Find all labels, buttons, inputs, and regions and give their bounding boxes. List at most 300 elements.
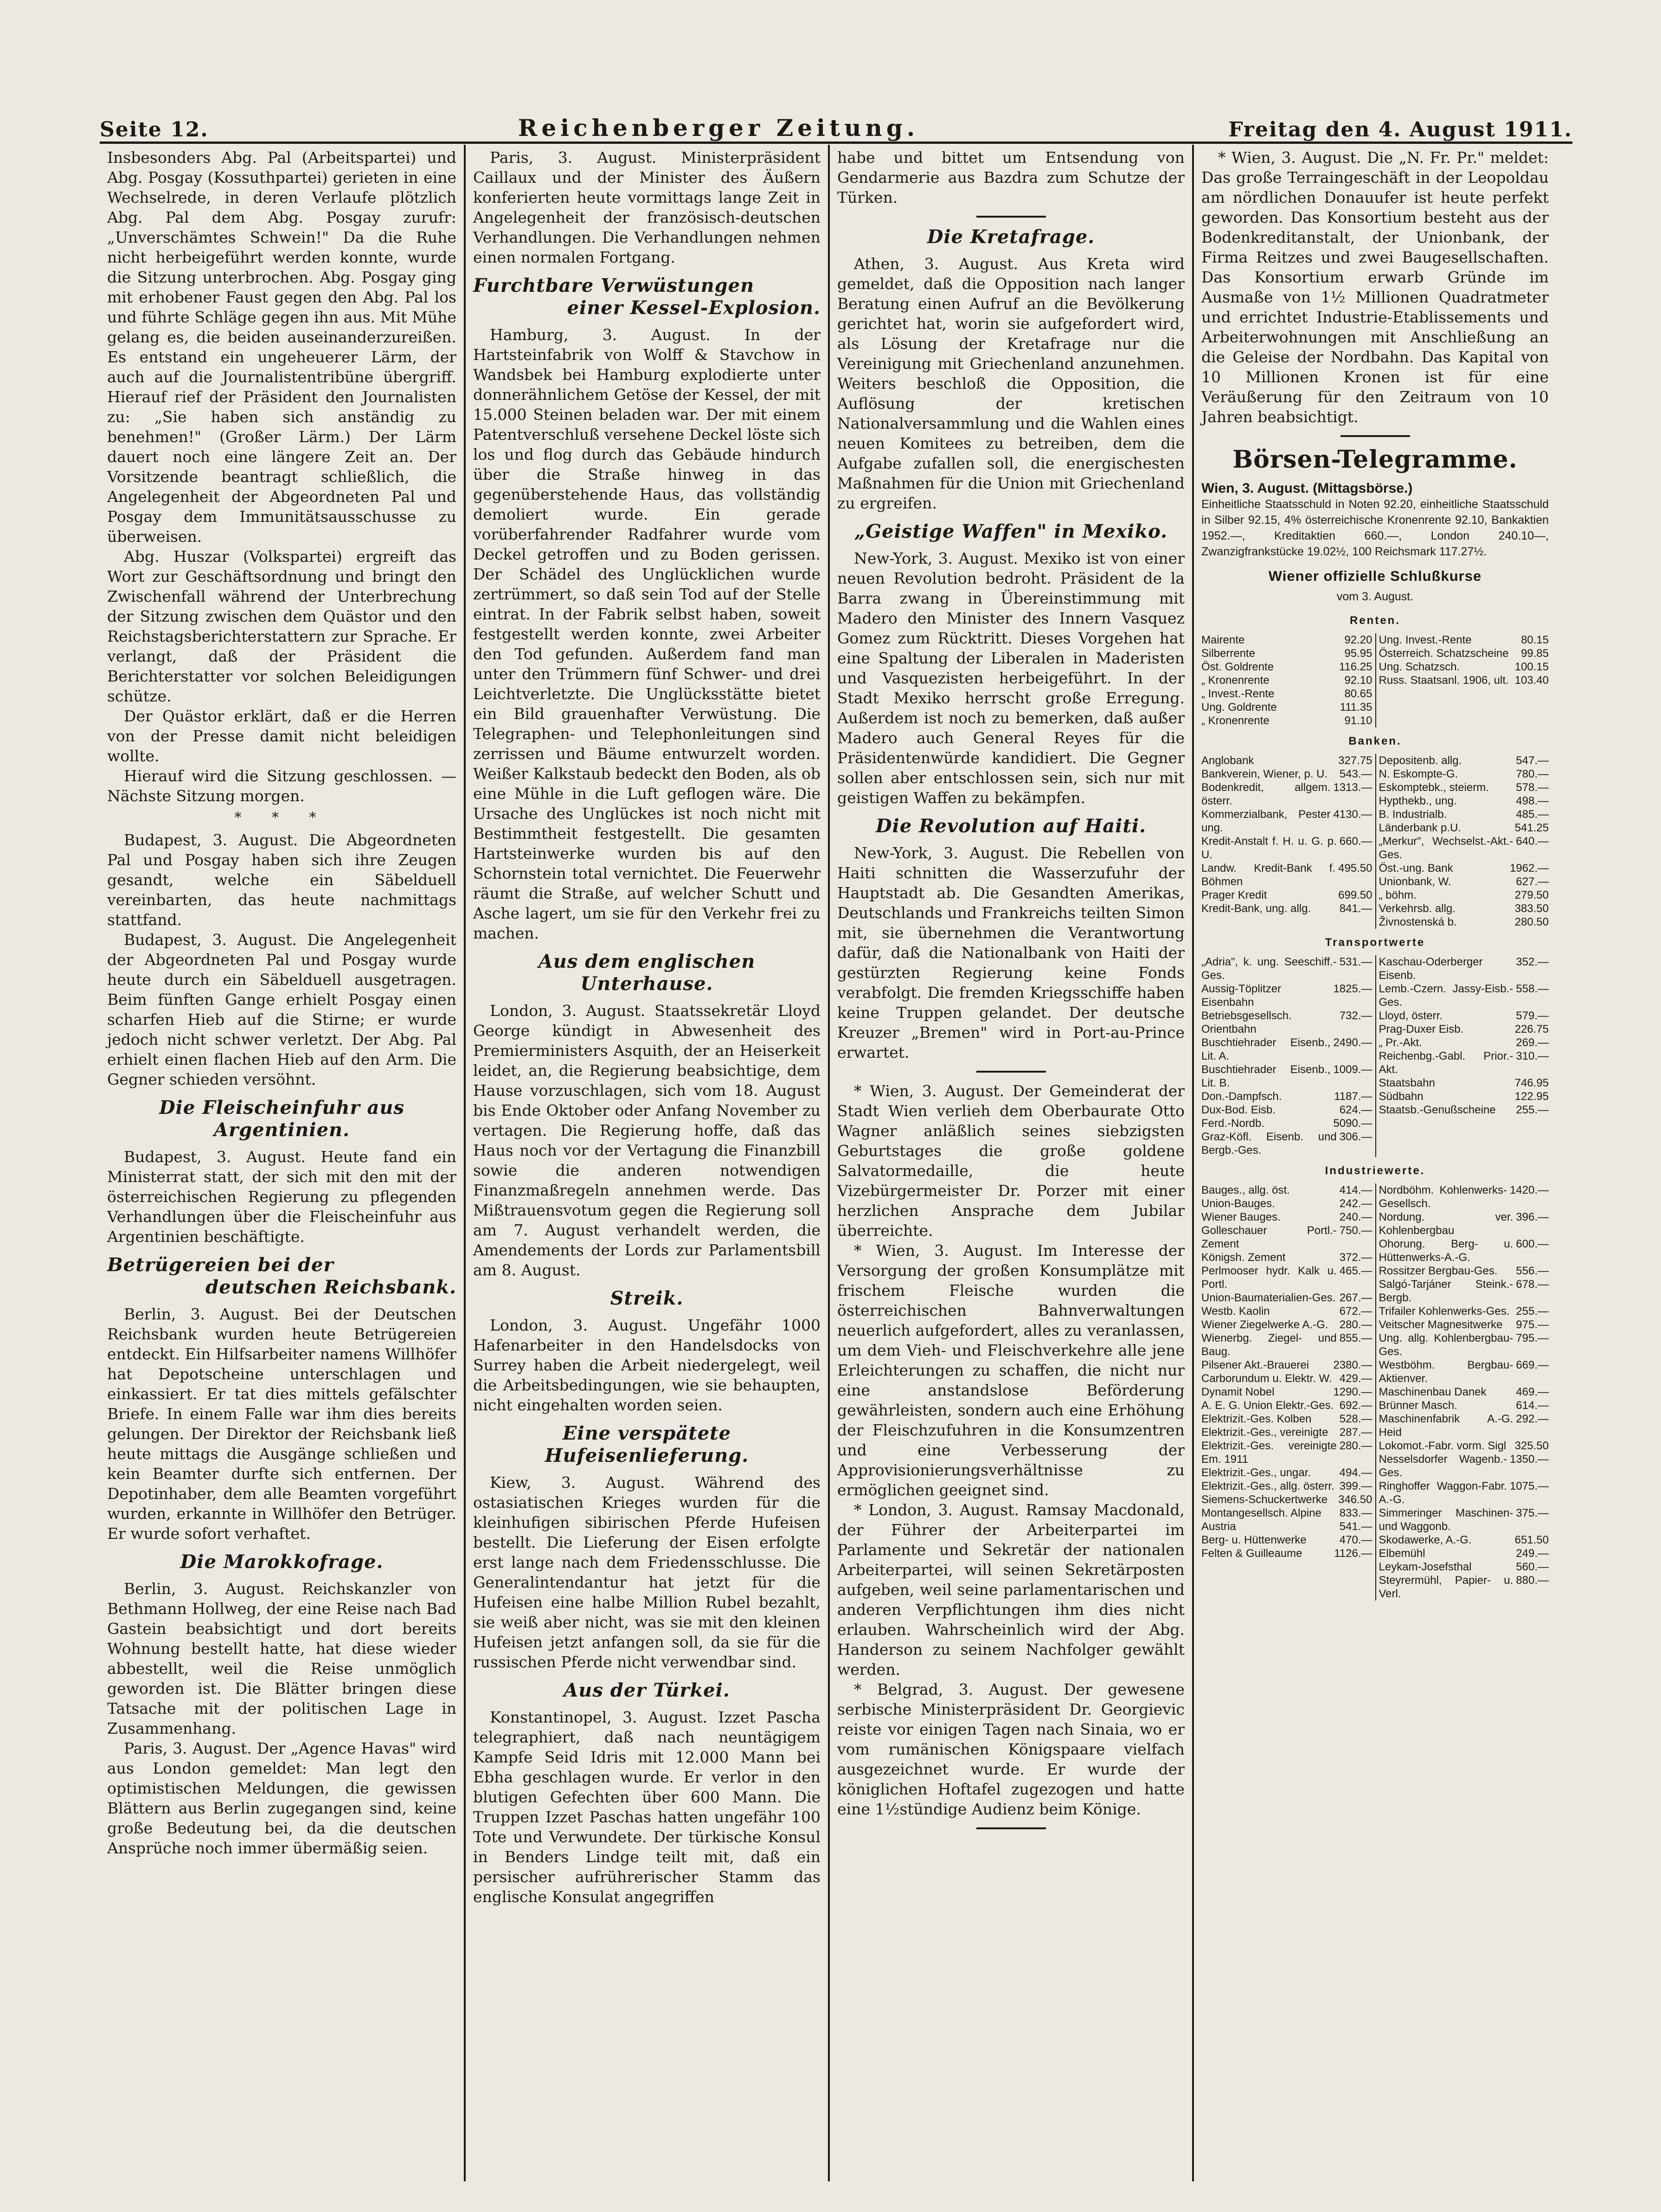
quote-name: Westböhm. Bergbau-Aktienver. <box>1379 1359 1513 1385</box>
quote-value: 399.— <box>1339 1480 1372 1492</box>
quote-value: 498.— <box>1516 795 1549 807</box>
category-banken: Banken. <box>1348 735 1402 747</box>
quote-row <box>1201 862 1372 888</box>
quote-name: Don.-Dampfsch. <box>1201 1090 1282 1103</box>
quote-row <box>1379 1506 1549 1533</box>
article-text: Konstantinopel, 3. August. Izzet Pascha telegraphiert, daß nach neuntägigem Kampfe Seid Idris mit 12.000 Mann bei Ebha geschlagen wurde. Er verlor in den blutigen Gefechten über 600 Mann. Die Truppen Izzet Paschas hatten ungefähr 100 Tote und Verwundete. Der türkische Konsul in Benders Lindge teilt mit, daß ein persischer aufrührerischer Stamm das englische Konsulat angegriffen <box>473 1708 821 1906</box>
quote-name: Nesselsdorfer Wagenb.-Ges. <box>1379 1453 1507 1479</box>
quote-row <box>1379 647 1549 660</box>
quote-row <box>1201 1063 1372 1090</box>
quote-row <box>1201 808 1372 835</box>
quote-name: Südbahn <box>1379 1090 1424 1103</box>
quote-value: 1187.— <box>1334 1090 1372 1103</box>
quote-row <box>1201 701 1372 714</box>
quote-row <box>1201 1036 1372 1063</box>
quote-row <box>1201 1251 1372 1264</box>
quote-value: 795.— <box>1516 1332 1549 1344</box>
quote-value: 280.50 <box>1514 916 1549 928</box>
quote-row <box>1201 1090 1372 1103</box>
quote-name: Pilsener Akt.-Brauerei <box>1201 1359 1309 1371</box>
quote-name: Eskomptebk., steierm. <box>1379 781 1489 794</box>
category-renten: Renten. <box>1349 614 1400 627</box>
separator-stars: * * * <box>234 810 329 826</box>
quote-name: Prager Kredit <box>1201 889 1267 901</box>
article-text: Paris, 3. August. Der „Agence Havas" wird aus London gemeldet: Man legt den optimistischen Meldungen, die gewissen Blättern aus Berlin zugegangen sind, keine große Bedeutung bei, da die deutschen Ansprüche noch immer übermäßig seien. <box>107 1739 456 1857</box>
quote-row <box>1201 902 1372 915</box>
quote-row <box>1379 1049 1549 1076</box>
quote-name: Golleschauer Portl.-Zement <box>1201 1224 1337 1250</box>
quote-value: 495.50 <box>1338 862 1372 875</box>
quote-row <box>1379 888 1549 902</box>
headline <box>107 1254 456 1299</box>
quote-name: Lokomot.-Fabr. vorm. Sigl <box>1379 1440 1507 1452</box>
article-text: Berlin, 3. August. Reichskanzler von Bethmann Hollweg, der eine Reise nach Bad Gastein beabsichtigt und dort bereits Wohnung bestellt hatte, hat diese wieder abbestellt, weil die Reise unmöglich geworden ist. Die Blätter bringen diese Tatsache mit der politischen Lage in Zusammenhang. <box>107 1580 456 1737</box>
quote-value: 1825.— <box>1333 983 1372 995</box>
quotes-column <box>1375 754 1549 929</box>
quote-name: Felten & Guilleaume <box>1201 1547 1302 1560</box>
quote-row <box>1379 1264 1549 1278</box>
quote-value: 280.— <box>1339 1440 1372 1452</box>
quote-name: Kredit-Bank, ung. allg. <box>1201 902 1311 915</box>
quotes-column <box>1201 754 1375 929</box>
article-text: New-York, 3. August. Mexiko ist von einer neuen Revolution bedroht. Präsident de la Barra zwang in Übereinstimmung mit Madero den Minister des Innern Vasquez Gomez zum Rücktritt. Dieses Vorgehen hat eine Spaltung der Liberalen in Maderisten und Vasquezisten herbeigeführt. In der Stadt Mexiko herrscht große Erregung. Außerdem ist noch zu bemerken, daß außer Madero auch General Reyes für die Präsidentenwürde kandidiert. Die Gegner sollen aber entschlossen sein, sich nur mit geistigen Waffen zu bekämpfen. <box>837 549 1185 807</box>
official-quotes-date: vom 3. August. <box>1336 590 1414 603</box>
headline-line: einer Kessel-Explosion. <box>567 297 821 319</box>
quote-row <box>1201 1358 1372 1372</box>
quote-row <box>1379 1453 1549 1479</box>
quote-row <box>1201 1117 1372 1130</box>
quote-name: Hypthekb., ung. <box>1379 795 1457 807</box>
masthead: Reichenberger Zeitung. <box>518 114 919 141</box>
exchange-title: Börsen-Telegramme. <box>1232 445 1518 474</box>
article-text: Kiew, 3. August. Während des ostasiatischen Krieges wurden für die kleinhufigen sibirischen Pferde Hufeisen bestellt. Die Lieferung der Eisen erfolgte erst lange nach dem Friedensschlusse. Die Generalintendantur hat jetzt für die Hufeisen eine halbe Million Rubel bezahlt, sie weiß aber nicht, was sie mit den kleinen Hufeisen jetzt anfangen soll, da sie für die russischen Pferde nicht verwendbar sind. <box>473 1473 821 1671</box>
quote-row <box>1201 1372 1372 1385</box>
quote-row <box>1379 862 1549 875</box>
quote-name: Bodenkredit, allgem. österr. <box>1201 781 1331 807</box>
quote-row <box>1379 794 1549 808</box>
quote-value: 841.— <box>1339 902 1372 915</box>
quote-value: 2380.— <box>1333 1359 1372 1371</box>
quote-row <box>1379 1547 1549 1560</box>
quote-name: Nordung. ver. Kohlenbergbau <box>1379 1211 1513 1237</box>
article-text: * London, 3. August. Ramsay Macdonald, der Führer der Arbeiterpartei im Parlamente und Sekretär der nationalen Arbeiterpartei, will seinen Sekretärposten aufgeben, weil seine parlamentarischen und anderen Verpflichtungen ihm dies nicht erlauben. Wahrscheinlich wird der Abg. Handerson zu seinem Nachfolger gewählt werden. <box>837 1501 1185 1678</box>
quote-name: „ Pr.-Akt. <box>1379 1036 1422 1049</box>
quote-name: Kredit-Anstalt f. H. u. G. p. U. <box>1201 835 1337 861</box>
quote-value: 485.— <box>1516 808 1549 821</box>
quote-value: 651.50 <box>1514 1534 1549 1546</box>
column-4 <box>1192 145 1556 2181</box>
headline: Die Kretafrage. <box>927 226 1095 248</box>
quote-row <box>1201 781 1372 808</box>
quote-name: Öst.-ung. Bank <box>1379 862 1453 875</box>
quote-row <box>1379 781 1549 794</box>
article-text: Paris, 3. August. Ministerpräsident Caillaux und der Minister des Äußern konferierten heute vormittags lange Zeit in Angelegenheit der französisch-deutschen Verhandlungen. Die Verhandlungen nehmen einen normalen Fortgang. <box>473 148 821 266</box>
quote-name: Union-Baumaterialien-Ges. <box>1201 1292 1336 1304</box>
article-text: Insbesonders Abg. Pal (Arbeitspartei) und Abg. Posgay (Kossuthpartei) gerieten in eine Wechselrede, in deren Verlaufe plötzlich Abg. Pal dem Abg. Posgay zurufr: „Unverschämtes Schwein!" Da die Ruhe nicht herbeigeführt werden konnte, wurde die Sitzung unterbrochen. Abg. Posgay ging mit erhobener Faust gegen den Abg. Pal los und führte Schläge gegen ihn aus. Mit Mühe gelang es, die beiden auseinanderzureißen. Es entstand ein ungeheuerer Lärm, der auch auf die Journalistentribüne übergriff. Hierauf rief der Präsident den Journalisten zu: „Sie haben sich anständig zu benehmen!" (Großer Lärm.) Der Lärm dauert noch eine längere Zeit an. Der Vorsitzende beantragt schließlich, die Angelegenheit der Abgeordneten Pal und Posgay dem Immunitätsausschusse zu überweisen. <box>107 148 456 546</box>
quote-name: Russ. Staatsanl. 1906, ult. <box>1379 674 1509 687</box>
quote-value: 672.— <box>1339 1305 1372 1318</box>
quote-name: Ferd.-Nordb. <box>1201 1117 1265 1130</box>
quote-row <box>1379 660 1549 674</box>
quote-name: Leykam-Josefsthal <box>1379 1561 1472 1573</box>
quote-row <box>1201 714 1372 727</box>
quotes-column <box>1201 633 1375 727</box>
quote-row <box>1379 1305 1549 1318</box>
quote-row <box>1379 1009 1549 1022</box>
quote-row <box>1201 687 1372 701</box>
headline <box>473 275 821 319</box>
quote-value: 579.— <box>1516 1010 1549 1022</box>
quote-row <box>1379 1183 1549 1210</box>
quote-value: 541.— <box>1339 1520 1372 1533</box>
quote-value: 880.— <box>1516 1574 1549 1587</box>
quote-value: 80.15 <box>1520 634 1549 646</box>
quotes-column <box>1201 1183 1375 1601</box>
article-text: * Wien, 3. August. Im Interesse der Versorgung der großen Konsumplätze mit frischem Fleische wurden die österreichischen Bahnverwaltungen neuerlich aufgefordert, alles zu veranlassen, um dem Vieh- und Fleischverkehre alle jene Erleichterungen zu schaffen, die nicht nur eine anstandslose Beförderung gewährleisten, sondern auch eine Erhöhung der Fleischzufuhren in die Konsumzentren und eine Verbesserung der Approvisionierungsverhältnisse zu ermöglichen geeignet sind. <box>837 1241 1185 1499</box>
quote-value: 975.— <box>1516 1318 1549 1331</box>
quote-row <box>1201 1331 1372 1358</box>
quote-value: 1126.— <box>1334 1547 1372 1560</box>
quote-row <box>1379 982 1549 1009</box>
quote-name: „ Kronenrente <box>1201 714 1270 727</box>
quote-value: 95.95 <box>1344 647 1372 660</box>
quote-row <box>1201 647 1372 660</box>
quote-value: 100.15 <box>1514 661 1549 673</box>
quote-value: 660.— <box>1339 835 1372 848</box>
headline: Die Revolution auf Haiti. <box>875 815 1147 837</box>
category-industrie: Industriewerte. <box>1325 1164 1425 1177</box>
quote-value: 372.— <box>1339 1251 1372 1264</box>
quote-value: 255.— <box>1516 1305 1549 1318</box>
article-text: Hamburg, 3. August. In der Hartsteinfabrik von Wolff & Stavchow in Wandsbek bei Hamburg explodierte unter donnerähnlichem Getöse der Kessel, der mit 15.000 Steinen beladen war. Der mit einem Patentverschluß versehene Deckel löste sich los und flog durch das Gebäude hindurch über die Straße hinweg in das gegenüberstehende Haus, das vollständig demoliert wurde. Ein gerade vorüberfahrender Radfahrer wurde vom Deckel getroffen und zu Boden gerissen. Der Schädel des Unglücklichen wurde zertrümmert, so daß sein Tod auf der Stelle eintrat. In der Fabrik selbst haben, soweit festgestellt werden konnte, zwei Arbeiter den Tod gefunden. Außerdem fand man unter den Trümmern fünf Schwer- und drei Leichtverletzte. Die Unglücksstätte bietet ein Bild grauenhafter Verwüstung. Die Telegraphen- und Telephonleitungen sind zerrissen und Bäume entwurzelt worden. Weißer Kalkstaub bedeckt den Boden, als ob eine Mühle in die Luft geflogen wäre. Die Ursache des Unglückes ist noch nicht mit Bestimmtheit festgestellt. Die gesamten Hartsteinwerke wurden bis auf den Schornstein total vernichtet. Die Feuerwehr räumt die Straße, auf welcher Schutt und Asche lagert, um sie für den Verkehr frei zu machen. <box>473 326 821 942</box>
quote-value: 346.50 <box>1338 1493 1372 1506</box>
quote-row <box>1201 888 1372 902</box>
quote-name: Landw. Kredit-Bank f. Böhmen <box>1201 862 1336 888</box>
column-2 <box>464 145 828 2181</box>
quote-name: Buschtiehrader Eisenb., Lit. A. <box>1201 1036 1331 1062</box>
quote-value: 292.— <box>1516 1413 1549 1425</box>
quote-row <box>1379 875 1549 888</box>
quote-row <box>1201 660 1372 674</box>
quote-name: Wiener Bauges. <box>1201 1211 1281 1223</box>
quote-row <box>1201 1426 1372 1439</box>
article-text: Budapest, 3. August. Heute fand ein Ministerrat statt, der sich mit den mit der österreichischen Regierung zu pflegenden Verhandlungen über die Fleischeinfuhr aus Argentinien beschäftigte. <box>107 1148 456 1246</box>
page-number: Seite 12. <box>100 118 209 141</box>
quote-value: 560.— <box>1516 1561 1549 1573</box>
quote-value: 578.— <box>1516 781 1549 794</box>
quote-value: 80.65 <box>1344 688 1372 700</box>
quotes-column <box>1375 1183 1549 1601</box>
quote-name: Prag-Duxer Eisb. <box>1379 1023 1464 1035</box>
quote-row <box>1379 1439 1549 1453</box>
quote-name: Maschinenfabrik A.-G. Heid <box>1379 1413 1513 1439</box>
columns <box>100 145 1572 2181</box>
quotes-transport <box>1201 955 1549 1157</box>
quote-name: Dux-Bod. Eisb. <box>1201 1104 1276 1116</box>
quote-name: Elektrizit.-Ges., ungar. <box>1201 1466 1311 1479</box>
quote-name: Elektrizit.-Ges., vereinigte <box>1201 1426 1328 1439</box>
quote-row <box>1379 633 1549 647</box>
divider <box>976 1071 1046 1073</box>
quote-value: 541.25 <box>1514 822 1549 834</box>
official-quotes-title: Wiener offizielle Schlußkurse <box>1268 568 1482 584</box>
quote-row <box>1201 1183 1372 1197</box>
quote-row <box>1201 1466 1372 1479</box>
quote-value: 627.— <box>1516 875 1549 888</box>
quote-value: 528.— <box>1339 1413 1372 1425</box>
quote-name: Depositenb. allg. <box>1379 754 1462 767</box>
quote-name: N. Eskompte-G. <box>1379 768 1458 780</box>
quote-value: 543.— <box>1339 768 1372 780</box>
quote-value: 669.— <box>1516 1359 1549 1371</box>
article-text: Der Quästor erklärt, daß er die Herren von der Presse damit nicht beleidigen wollte. <box>107 707 456 765</box>
quote-value: 116.25 <box>1339 661 1372 673</box>
quote-value: 5090.— <box>1333 1117 1372 1130</box>
headline: Aus dem englischen Unterhause. <box>538 951 756 995</box>
quote-value: 111.35 <box>1340 701 1372 714</box>
quote-row <box>1379 915 1549 929</box>
quote-value: 855.— <box>1339 1332 1372 1344</box>
headline: Aus der Türkei. <box>564 1679 730 1701</box>
quote-name: Ohorung. Berg- u. Hüttenwerks-A.-G. <box>1379 1238 1513 1264</box>
quote-name: „ böhm. <box>1379 889 1417 901</box>
quotes-column <box>1375 955 1549 1157</box>
quote-name: Öst. Goldrente <box>1201 661 1274 673</box>
quote-name: Salgó-Tarjáner Steink.-Bergb. <box>1379 1278 1513 1304</box>
quote-value: 396.— <box>1516 1211 1549 1223</box>
quote-value: 287.— <box>1339 1426 1372 1439</box>
quote-value: 600.— <box>1516 1238 1549 1250</box>
headline-line: Furchtbare Verwüstungen <box>473 275 755 296</box>
quote-value: 547.— <box>1516 754 1549 767</box>
quote-row <box>1379 1479 1549 1506</box>
quote-name: Montangesellsch. Alpine <box>1201 1507 1321 1519</box>
article-text: * Belgrad, 3. August. Der gewesene serbische Ministerpräsident Dr. Georgievic reiste vor einigen Tagen nach Sinaia, wo er vom rumänischen Königspaare vielfach ausgezeichnet wurde. Er wurde der königlichen Hoftafel zugezogen und hatte eine 1½stündige Audienz beim Könige. <box>837 1680 1185 1818</box>
quote-value: 414.— <box>1339 1184 1372 1196</box>
quote-row <box>1201 1210 1372 1224</box>
quote-name: Betriebsgesellsch. Orientbahn <box>1201 1010 1292 1035</box>
quote-name: B. Industrialb. <box>1379 808 1447 821</box>
quote-value: 91.10 <box>1344 714 1372 727</box>
quote-name: Ung. allg. Kohlenbergbau-Ges. <box>1379 1332 1513 1358</box>
quote-name: Union-Bauges. <box>1201 1197 1275 1210</box>
exchange-intro-body: Einheitliche Staatsschuld in Noten 92.20, einheitliche Staatsschuld in Silber 92.15, 4% österreichische Kronenrente 92.10, Bankaktien 1952.—, Kreditaktien 660.—, London 240.10—, Zwanzigfrankstücke 19.02½, 100 Reichsmark 117.27½. <box>1201 498 1549 558</box>
quote-name: Austria <box>1201 1520 1236 1533</box>
quote-value: 1420.— <box>1509 1184 1549 1196</box>
quote-name: Skodawerke, A.-G. <box>1379 1534 1472 1546</box>
quote-name: Reichenbg.-Gabl. Prior.-Akt. <box>1379 1050 1513 1076</box>
quote-value: 240.— <box>1339 1211 1372 1223</box>
quote-row <box>1201 982 1372 1009</box>
quote-name: Ung. Schatzsch. <box>1379 661 1460 673</box>
quote-name: Berg- u. Hüttenwerke <box>1201 1534 1307 1546</box>
quote-row <box>1379 1210 1549 1237</box>
quote-name: Aussig-Töplitzer Eisenbahn <box>1201 983 1282 1009</box>
page-header <box>100 104 1572 144</box>
quote-row <box>1379 808 1549 821</box>
quote-value: 624.— <box>1339 1104 1372 1116</box>
quote-row <box>1379 1022 1549 1036</box>
quote-value: 352.— <box>1516 956 1549 968</box>
quote-value: 325.50 <box>1514 1440 1549 1452</box>
quote-value: 375.— <box>1516 1507 1549 1519</box>
quote-row <box>1201 1305 1372 1318</box>
quote-value: 327.75 <box>1338 754 1372 767</box>
quote-value: 1290.— <box>1333 1386 1372 1398</box>
quote-name: Veitscher Magnesitwerke <box>1379 1318 1503 1331</box>
quote-row <box>1379 821 1549 835</box>
quote-name: Buschtiehrader Eisenb., Lit. B. <box>1201 1063 1331 1089</box>
quote-value: 1350.— <box>1509 1453 1549 1466</box>
exchange-intro <box>1201 481 1549 559</box>
quote-value: 383.50 <box>1514 902 1549 915</box>
quote-value: 780.— <box>1516 768 1549 780</box>
quote-name: Königsh. Zement <box>1201 1251 1286 1264</box>
quote-row <box>1379 1358 1549 1385</box>
quote-value: 242.— <box>1339 1197 1372 1210</box>
article-text: Abg. Huszar (Volkspartei) ergreift das Wort zur Geschäftsordnung und bringt den Zwischenfall während der Unterbrechung der Sitzung zwischen dem Quästor und den Reichstagsberichterstattern zur Sprache. Er verlangt, daß der Präsident die Berichterstatter vor solchen Beleidigungen schütze. <box>107 547 456 705</box>
quote-name: Wiener Ziegelwerke A.-G. <box>1201 1318 1328 1331</box>
quote-value: 122.95 <box>1514 1090 1549 1103</box>
headline: „Geistige Waffen" in Mexiko. <box>854 521 1167 542</box>
quote-name: Ung. Invest.-Rente <box>1379 634 1472 646</box>
quote-row <box>1379 1090 1549 1103</box>
quote-row <box>1201 1399 1372 1412</box>
category-transport: Transportwerte <box>1325 936 1425 949</box>
quote-value: 746.95 <box>1514 1077 1549 1089</box>
quote-value: 1009.— <box>1333 1063 1372 1076</box>
quote-name: Dynamit Nobel <box>1201 1386 1275 1398</box>
quote-name: Bankverein, Wiener, p. U. <box>1201 768 1328 780</box>
quote-value: 429.— <box>1339 1372 1372 1385</box>
quote-value: 255.— <box>1516 1104 1549 1116</box>
quote-name: Kommerzialbank, Pester ung. <box>1201 808 1331 834</box>
quote-name: „ Invest.-Rente <box>1201 688 1275 700</box>
quote-row <box>1379 754 1549 767</box>
quote-value: 2490.— <box>1333 1036 1372 1049</box>
quote-row <box>1201 1224 1372 1251</box>
quote-row <box>1379 1412 1549 1439</box>
quote-value: 692.— <box>1339 1399 1372 1412</box>
quote-name: Verkehrsb. allg. <box>1379 902 1456 915</box>
quote-value: 614.— <box>1516 1399 1549 1412</box>
quote-name: Westb. Kaolin <box>1201 1305 1270 1318</box>
quote-name: Steyrermühl, Papier- u. Verl. <box>1379 1574 1513 1600</box>
quote-name: Živnostenská b. <box>1379 916 1457 928</box>
quote-name: Staatsb.-Genußscheine <box>1379 1104 1496 1116</box>
quote-row <box>1379 1318 1549 1331</box>
quote-row <box>1201 1439 1372 1466</box>
quote-value: 310.— <box>1516 1050 1549 1062</box>
quote-value: 678.— <box>1516 1278 1549 1291</box>
quotes-industrie <box>1201 1183 1549 1601</box>
quote-name: Unionbank, W. <box>1379 875 1451 888</box>
headline: Streik. <box>610 1287 684 1309</box>
quote-value: 269.— <box>1516 1036 1549 1049</box>
article-text: * Wien, 3. August. Der Gemeinderat der Stadt Wien verlieh dem Oberbaurate Otto Wagner anläßlich seines siebzigsten Geburtstages die große goldene Salvatormedaille, die heute Vizebürgermeister Dr. Porzer mit einer herzlichen Ansprache dem Jubilar überreichte. <box>837 1082 1185 1240</box>
quote-name: Ung. Goldrente <box>1201 701 1277 714</box>
divider <box>976 1827 1046 1829</box>
quote-row <box>1201 1103 1372 1117</box>
quote-name: Siemens-Schuckertwerke <box>1201 1493 1328 1506</box>
quote-row <box>1379 1560 1549 1574</box>
quote-name: Trifailer Kohlenwerks-Ges. <box>1379 1305 1510 1318</box>
quote-row <box>1201 1130 1372 1157</box>
quote-name: „Merkur", Wechselst.-Akt.-Ges. <box>1379 835 1513 861</box>
quote-name: Simmeringer Maschinen- und Waggonb. <box>1379 1507 1513 1533</box>
quote-row <box>1379 1331 1549 1358</box>
exchange-intro-head: Wien, 3. August. (Mittagsbörse.) <box>1201 481 1413 496</box>
quote-value: 699.50 <box>1338 889 1372 901</box>
quote-value: 1962.— <box>1509 862 1549 875</box>
quote-row <box>1201 1264 1372 1291</box>
quote-value: 280.— <box>1339 1318 1372 1331</box>
quote-name: Kaschau-Oderberger Eisenb. <box>1379 956 1483 982</box>
quote-name: „ Kronenrente <box>1201 674 1270 687</box>
article-text: New-York, 3. August. Die Rebellen von Haiti schnitten die Wasserzufuhr der Hauptstadt ab. Die Gesandten Amerikas, Deutschlands und Frankreichs teilten Simon mit, sie übernehmen die Verantwortung dafür, daß die Nationalbank von Haiti der gestürzten Regierung keine Fonds verabfolgt. Die fremden Kriegsschiffe haben keine Truppen gelandet. Der deutsche Kreuzer „Bremen" wird in Port-au-Prince erwartet. <box>837 844 1185 1061</box>
quotes-renten <box>1201 633 1549 727</box>
quote-value: 1075.— <box>1509 1480 1549 1492</box>
headline-line: Betrügereien bei der <box>107 1254 334 1276</box>
quote-row <box>1379 1103 1549 1117</box>
quote-value: 469.— <box>1516 1386 1549 1398</box>
quote-row <box>1379 767 1549 781</box>
quote-name: Maschinenbau Danek <box>1379 1386 1487 1398</box>
quote-name: Silberrente <box>1201 647 1256 660</box>
article-text: London, 3. August. Ungefähr 1000 Hafenarbeiter in den Handelsdocks von Surrey haben die Arbeit niedergelegt, weil die Arbeitsbedingungen, wie sie behaupten, nicht eingehalten worden seien. <box>473 1316 821 1414</box>
quote-value: 99.85 <box>1520 647 1549 660</box>
article-text: Budapest, 3. August. Die Angelegenheit der Abgeordneten Pal und Posgay wurde heute durch ein Säbelduell ausgetragen. Beim fünften Gange erhielt Posgay einen scharfen Hieb auf die Stirne; er wurde jedoch nicht schwer verletzt. Der Abg. Pal erhielt einen flachen Hieb auf den Arm. Die Gegner schieden versöhnt. <box>107 931 456 1088</box>
headline: Die Marokkofrage. <box>180 1551 384 1573</box>
quote-value: 640.— <box>1516 835 1549 848</box>
quote-name: Elektrizit.-Ges., allg. österr. <box>1201 1480 1334 1492</box>
quote-value: 470.— <box>1339 1534 1372 1546</box>
quote-value: 732.— <box>1339 1010 1372 1022</box>
quote-row <box>1379 835 1549 862</box>
quote-name: A. E. G. Union Elektr.-Ges. <box>1201 1399 1334 1412</box>
quote-name: Elbemühl <box>1379 1547 1425 1560</box>
quote-value: 558.— <box>1516 983 1549 995</box>
quote-value: 249.— <box>1516 1547 1549 1560</box>
quote-row <box>1201 1197 1372 1210</box>
quote-name: Elektrizit.-Ges. vereinigte Em. 1911 <box>1201 1440 1337 1466</box>
quote-value: 226.75 <box>1514 1023 1549 1035</box>
quote-value: 833.— <box>1339 1507 1372 1519</box>
quote-name: Graz-Köfl. Eisenb. und Bergb.-Ges. <box>1201 1131 1337 1157</box>
quote-value: 465.— <box>1339 1265 1372 1277</box>
quote-row <box>1379 1076 1549 1090</box>
article-text: London, 3. August. Staatssekretär Lloyd George kündigt in Abwesenheit des Premierministers Asquith, der an Heiserkeit leidet, an, die Regierung beabsichtige, dem Hause vorzuschlagen, sich vom 18. August bis Ende Oktober oder Anfang November zu vertagen. Die Regierung hoffe, daß das Haus noch vor der Vertagung die Finanzbill sowie die anderen notwendigen Finanzmaßregeln annehmen werde. Das Mißtrauensvotum gegen die Regierung soll am 7. August verhandelt werden, die Amendements der Lords zur Parlamentsbill am 8. August. <box>473 1002 821 1279</box>
quote-name: Österreich. Schatzscheine <box>1379 647 1509 660</box>
quote-row <box>1201 1520 1372 1533</box>
quote-value: 1313.— <box>1333 781 1372 794</box>
quote-name: Bauges., allg. öst. <box>1201 1184 1290 1196</box>
issue-date: Freitag den 4. August 1911. <box>1228 118 1572 141</box>
quote-name: Anglobank <box>1201 754 1254 767</box>
article-text: Athen, 3. August. Aus Kreta wird gemeldet, daß die Opposition nach langer Beratung einen Aufruf an die Bevölkerung gerichtet hat, worin sie aufgefordert wird, als Lösung der Kretafrage nur die Vereinigung mit Griechenland anzunehmen. Weiters beschloß die Opposition, die Auflösung der kretischen Nationalversammlung und die Wahlen eines neuen Komitees zu betreiben, dem die Aufgabe zufallen soll, die energischesten Maßnahmen für die Union mit Griechenland zu ergreifen. <box>837 255 1185 512</box>
quotes-column <box>1375 633 1549 727</box>
quote-row <box>1201 1547 1372 1560</box>
quote-row <box>1201 1291 1372 1305</box>
quotes-banken <box>1201 754 1549 929</box>
quote-name: Ringhoffer Waggon-Fabr. A.-G. <box>1379 1480 1507 1506</box>
column-3 <box>828 145 1192 2181</box>
quotes-column <box>1201 955 1375 1157</box>
quote-row <box>1201 754 1372 767</box>
article-text: Hierauf wird die Sitzung geschlossen. — Nächste Sitzung morgen. <box>107 767 456 805</box>
quote-value: 556.— <box>1516 1265 1549 1277</box>
quote-row <box>1201 1412 1372 1426</box>
